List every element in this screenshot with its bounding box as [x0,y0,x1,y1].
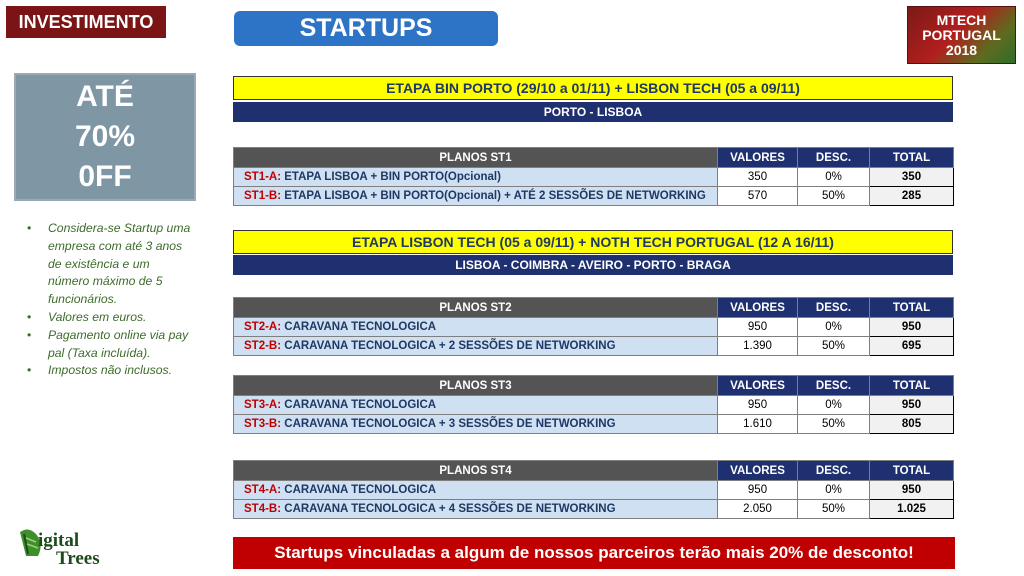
col-total-header: TOTAL [870,376,954,396]
plan-code: ST2-A: [244,321,282,333]
condition-item: • Pagamento online via pay pal (Taxa incluída). [26,327,191,363]
plan-discount: 50% [798,415,870,434]
condition-item: • Impostos não inclusos. [26,362,191,380]
plan-group-header: PLANOS ST3 [234,376,718,396]
table-row [234,481,954,500]
plan-value: 950 [718,481,798,500]
plan-group-header: PLANOS ST4 [234,461,718,481]
plan-code: ST3-A: [244,399,282,411]
plan-value: 350 [718,168,798,187]
plan-name [234,481,718,500]
page-title: STARTUPS [234,11,498,46]
plan-code: ST2-B: [244,340,282,352]
col-total-header: TOTAL [870,148,954,168]
table-header-row [234,148,954,168]
plan-code: ST4-B: [244,503,282,515]
table-header-row [234,461,954,481]
condition-item: • Valores em euros. [26,309,191,327]
col-valores-header: VALORES [718,376,798,396]
promo-line: 70% [74,120,136,153]
event-badge-line: 2018 [945,41,978,58]
plan-name [234,396,718,415]
table-row [234,500,954,519]
col-desc-header: DESC. [798,298,870,318]
logo-text-line1: igital [38,530,80,551]
discount-promo-box [14,73,196,201]
section-label: INVESTIMENTO [6,6,166,38]
event-badge-line: MTECH [936,11,987,28]
logo-text-line2: Trees [56,548,100,569]
table-row [234,415,954,434]
event-badge-line: PORTUGAL [922,26,1001,43]
plan-name [234,187,718,206]
plan-label: CARAVANA TECNOLOGICA [281,484,437,496]
plan-total: 950 [870,396,954,415]
plan-label: CARAVANA TECNOLOGICA + 4 SESSÕES DE NETWORKING [281,503,616,515]
plan-total: 695 [870,337,954,356]
plan-code: ST4-A: [244,484,282,496]
plan-total: 285 [870,187,954,206]
table-header-row [234,376,954,396]
table-header-row [234,298,954,318]
table-row [234,396,954,415]
plan-discount: 0% [798,396,870,415]
plan-discount: 50% [798,500,870,519]
plan-label: CARAVANA TECNOLOGICA + 3 SESSÕES DE NETWORKING [281,418,616,430]
col-desc-header: DESC. [798,148,870,168]
plan-value: 950 [718,396,798,415]
table-row [234,318,954,337]
plan-discount: 0% [798,481,870,500]
plan-code: ST3-B: [244,418,282,430]
plan-group-header: PLANOS ST1 [234,148,718,168]
plan-name [234,337,718,356]
plan-name [234,500,718,519]
stage-1-cities: PORTO - LISBOA [233,102,953,122]
digital-trees-logo [16,524,126,570]
col-total-header: TOTAL [870,298,954,318]
stage-2-cities: LISBOA - COIMBRA - AVEIRO - PORTO - BRAGA [233,255,953,275]
conditions-list [26,220,191,380]
plan-discount: 50% [798,337,870,356]
condition-item: • Considera-se Startup uma empresa com até 3 anos de existência e um número máximo de 5 funcionários. [26,220,191,309]
plans-st1-table [233,147,954,206]
stage-2-title: ETAPA LISBON TECH (05 a 09/11) + NOTH TECH PORTUGAL (12 A 16/11) [233,230,953,254]
plan-value: 950 [718,318,798,337]
col-valores-header: VALORES [718,461,798,481]
plan-total: 950 [870,318,954,337]
plan-code: ST1-A: [244,171,282,183]
table-row [234,337,954,356]
col-desc-header: DESC. [798,461,870,481]
plan-label: CARAVANA TECNOLOGICA [281,399,437,411]
plans-st3-table [233,375,954,434]
col-desc-header: DESC. [798,376,870,396]
promo-line: ATÉ [76,80,134,113]
plan-value: 1.610 [718,415,798,434]
plan-total: 1.025 [870,500,954,519]
plan-name [234,415,718,434]
plan-discount: 0% [798,168,870,187]
plan-label: ETAPA LISBOA + BIN PORTO(Opcional) + ATÉ 2 SESSÕES DE NETWORKING [281,190,706,202]
promo-line: 0FF [78,160,132,193]
plan-code: ST1-B: [244,190,282,202]
col-valores-header: VALORES [718,148,798,168]
plan-total: 950 [870,481,954,500]
plans-st4-table [233,460,954,519]
plans-st2-table [233,297,954,356]
table-row [234,168,954,187]
table-row [234,187,954,206]
plan-name [234,318,718,337]
plan-discount: 50% [798,187,870,206]
col-total-header: TOTAL [870,461,954,481]
plan-total: 350 [870,168,954,187]
plan-value: 570 [718,187,798,206]
plan-label: CARAVANA TECNOLOGICA [281,321,437,333]
plan-value: 2.050 [718,500,798,519]
event-badge [907,6,1016,64]
plan-discount: 0% [798,318,870,337]
stage-1-title: ETAPA BIN PORTO (29/10 a 01/11) + LISBON TECH (05 a 09/11) [233,76,953,100]
plan-label: ETAPA LISBOA + BIN PORTO(Opcional) [281,171,501,183]
plan-name [234,168,718,187]
plan-value: 1.390 [718,337,798,356]
plan-group-header: PLANOS ST2 [234,298,718,318]
partner-discount-banner: Startups vinculadas a algum de nossos parceiros terão mais 20% de desconto! [233,537,955,569]
plan-total: 805 [870,415,954,434]
plan-label: CARAVANA TECNOLOGICA + 2 SESSÕES DE NETWORKING [281,340,616,352]
col-valores-header: VALORES [718,298,798,318]
